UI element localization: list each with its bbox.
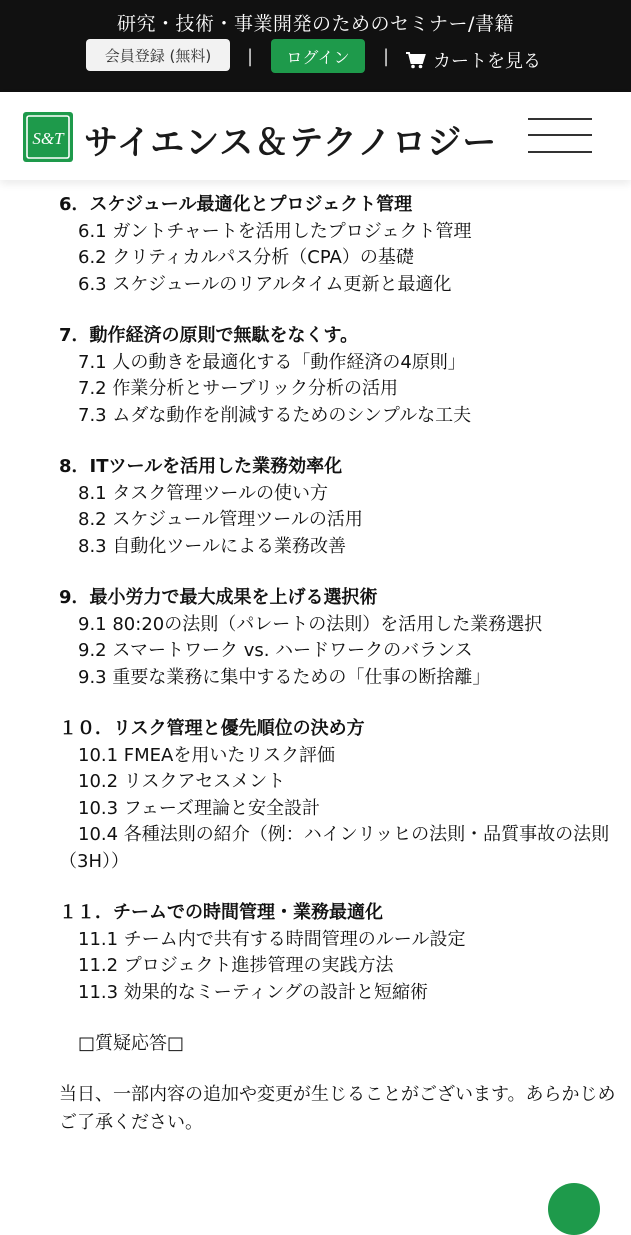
section-heading: 6．スケジュール最適化とプロジェクト管理 [59, 194, 413, 215]
program-item: 11.1 チーム内で共有する時間管理のルール設定 [78, 928, 466, 950]
program-item: 11.3 効果的なミーティングの設計と短縮術 [78, 981, 428, 1003]
program-section [59, 192, 619, 298]
program-item: 10.4 各種法則の紹介（例：ハインリッヒの法則・品質事故の法則（3H）） [59, 824, 610, 872]
hamburger-menu-icon[interactable] [528, 118, 592, 154]
qa-label: □質疑応答□ [78, 1033, 185, 1054]
section-heading: 8．ITツールを活用した業務効率化 [59, 456, 343, 477]
section-heading: 7．動作経済の原則で無駄をなくす。 [59, 325, 359, 346]
program-item: 6.1 ガントチャートを活用したプロジェクト管理 [78, 220, 472, 242]
program-section [59, 323, 619, 429]
program-section [59, 900, 619, 1006]
program-item: 8.3 自動化ツールによる業務改善 [78, 535, 346, 557]
logo-mark-text: S&T [32, 129, 64, 148]
section-heading: 9．最小労力で最大成果を上げる選択術 [59, 587, 378, 608]
login-button[interactable]: ログイン [271, 39, 365, 73]
register-button[interactable]: 会員登録 (無料) [86, 39, 230, 71]
program-item: 8.2 スケジュール管理ツールの活用 [78, 509, 363, 530]
program-item: 10.1 FMEAを用いたリスク評価 [78, 744, 336, 766]
scroll-top-button[interactable] [548, 1183, 600, 1235]
section-heading: １０．リスク管理と優先順位の決め方 [59, 718, 365, 739]
cart-icon [405, 51, 427, 69]
logo-mark[interactable] [23, 112, 73, 162]
program-item: 10.3 フェーズ理論と安全設計 [78, 797, 320, 819]
program-section [59, 585, 619, 691]
separator: | [247, 46, 254, 67]
top-bar [0, 0, 631, 92]
program-item: 9.2 スマートワーク vs. ハードワークのバランス [78, 640, 473, 661]
program-section [59, 454, 619, 560]
view-cart-link[interactable] [405, 47, 541, 73]
site-tagline: 研究・技術・事業開発のためのセミナー/書籍 [117, 13, 514, 35]
seminar-program [59, 192, 619, 1137]
cart-label: カートを見る [433, 51, 541, 72]
program-item: 11.2 プロジェクト進捗管理の実践方法 [78, 955, 394, 976]
program-item: 10.2 リスクアセスメント [78, 771, 286, 792]
program-item: 7.3 ムダな動作を削減するためのシンプルな工夫 [78, 404, 472, 426]
separator: | [383, 46, 390, 67]
program-item: 9.3 重要な業務に集中するための「仕事の断捨離」 [78, 666, 491, 688]
program-item: 9.1 80:20の法則（パレートの法則）を活用した業務選択 [78, 613, 543, 635]
program-item: 7.2 作業分析とサーブリック分析の活用 [78, 378, 399, 399]
program-item: 7.1 人の動きを最適化する「動作経済の4原則」 [78, 351, 466, 373]
program-section [59, 716, 619, 875]
section-heading: １１．チームでの時間管理・業務最適化 [59, 902, 383, 923]
program-item: 6.2 クリティカルパス分析（CPA）の基礎 [78, 247, 414, 268]
program-item: 6.3 スケジュールのリアルタイム更新と最適化 [78, 273, 452, 295]
change-notice: 当日、一部内容の追加や変更が生じることがございます。あらかじめご了承ください。 [59, 1083, 616, 1133]
site-logo-text[interactable]: サイエンス＆テクノロジー [84, 123, 498, 163]
program-item: 8.1 タスク管理ツールの使い方 [78, 482, 328, 504]
